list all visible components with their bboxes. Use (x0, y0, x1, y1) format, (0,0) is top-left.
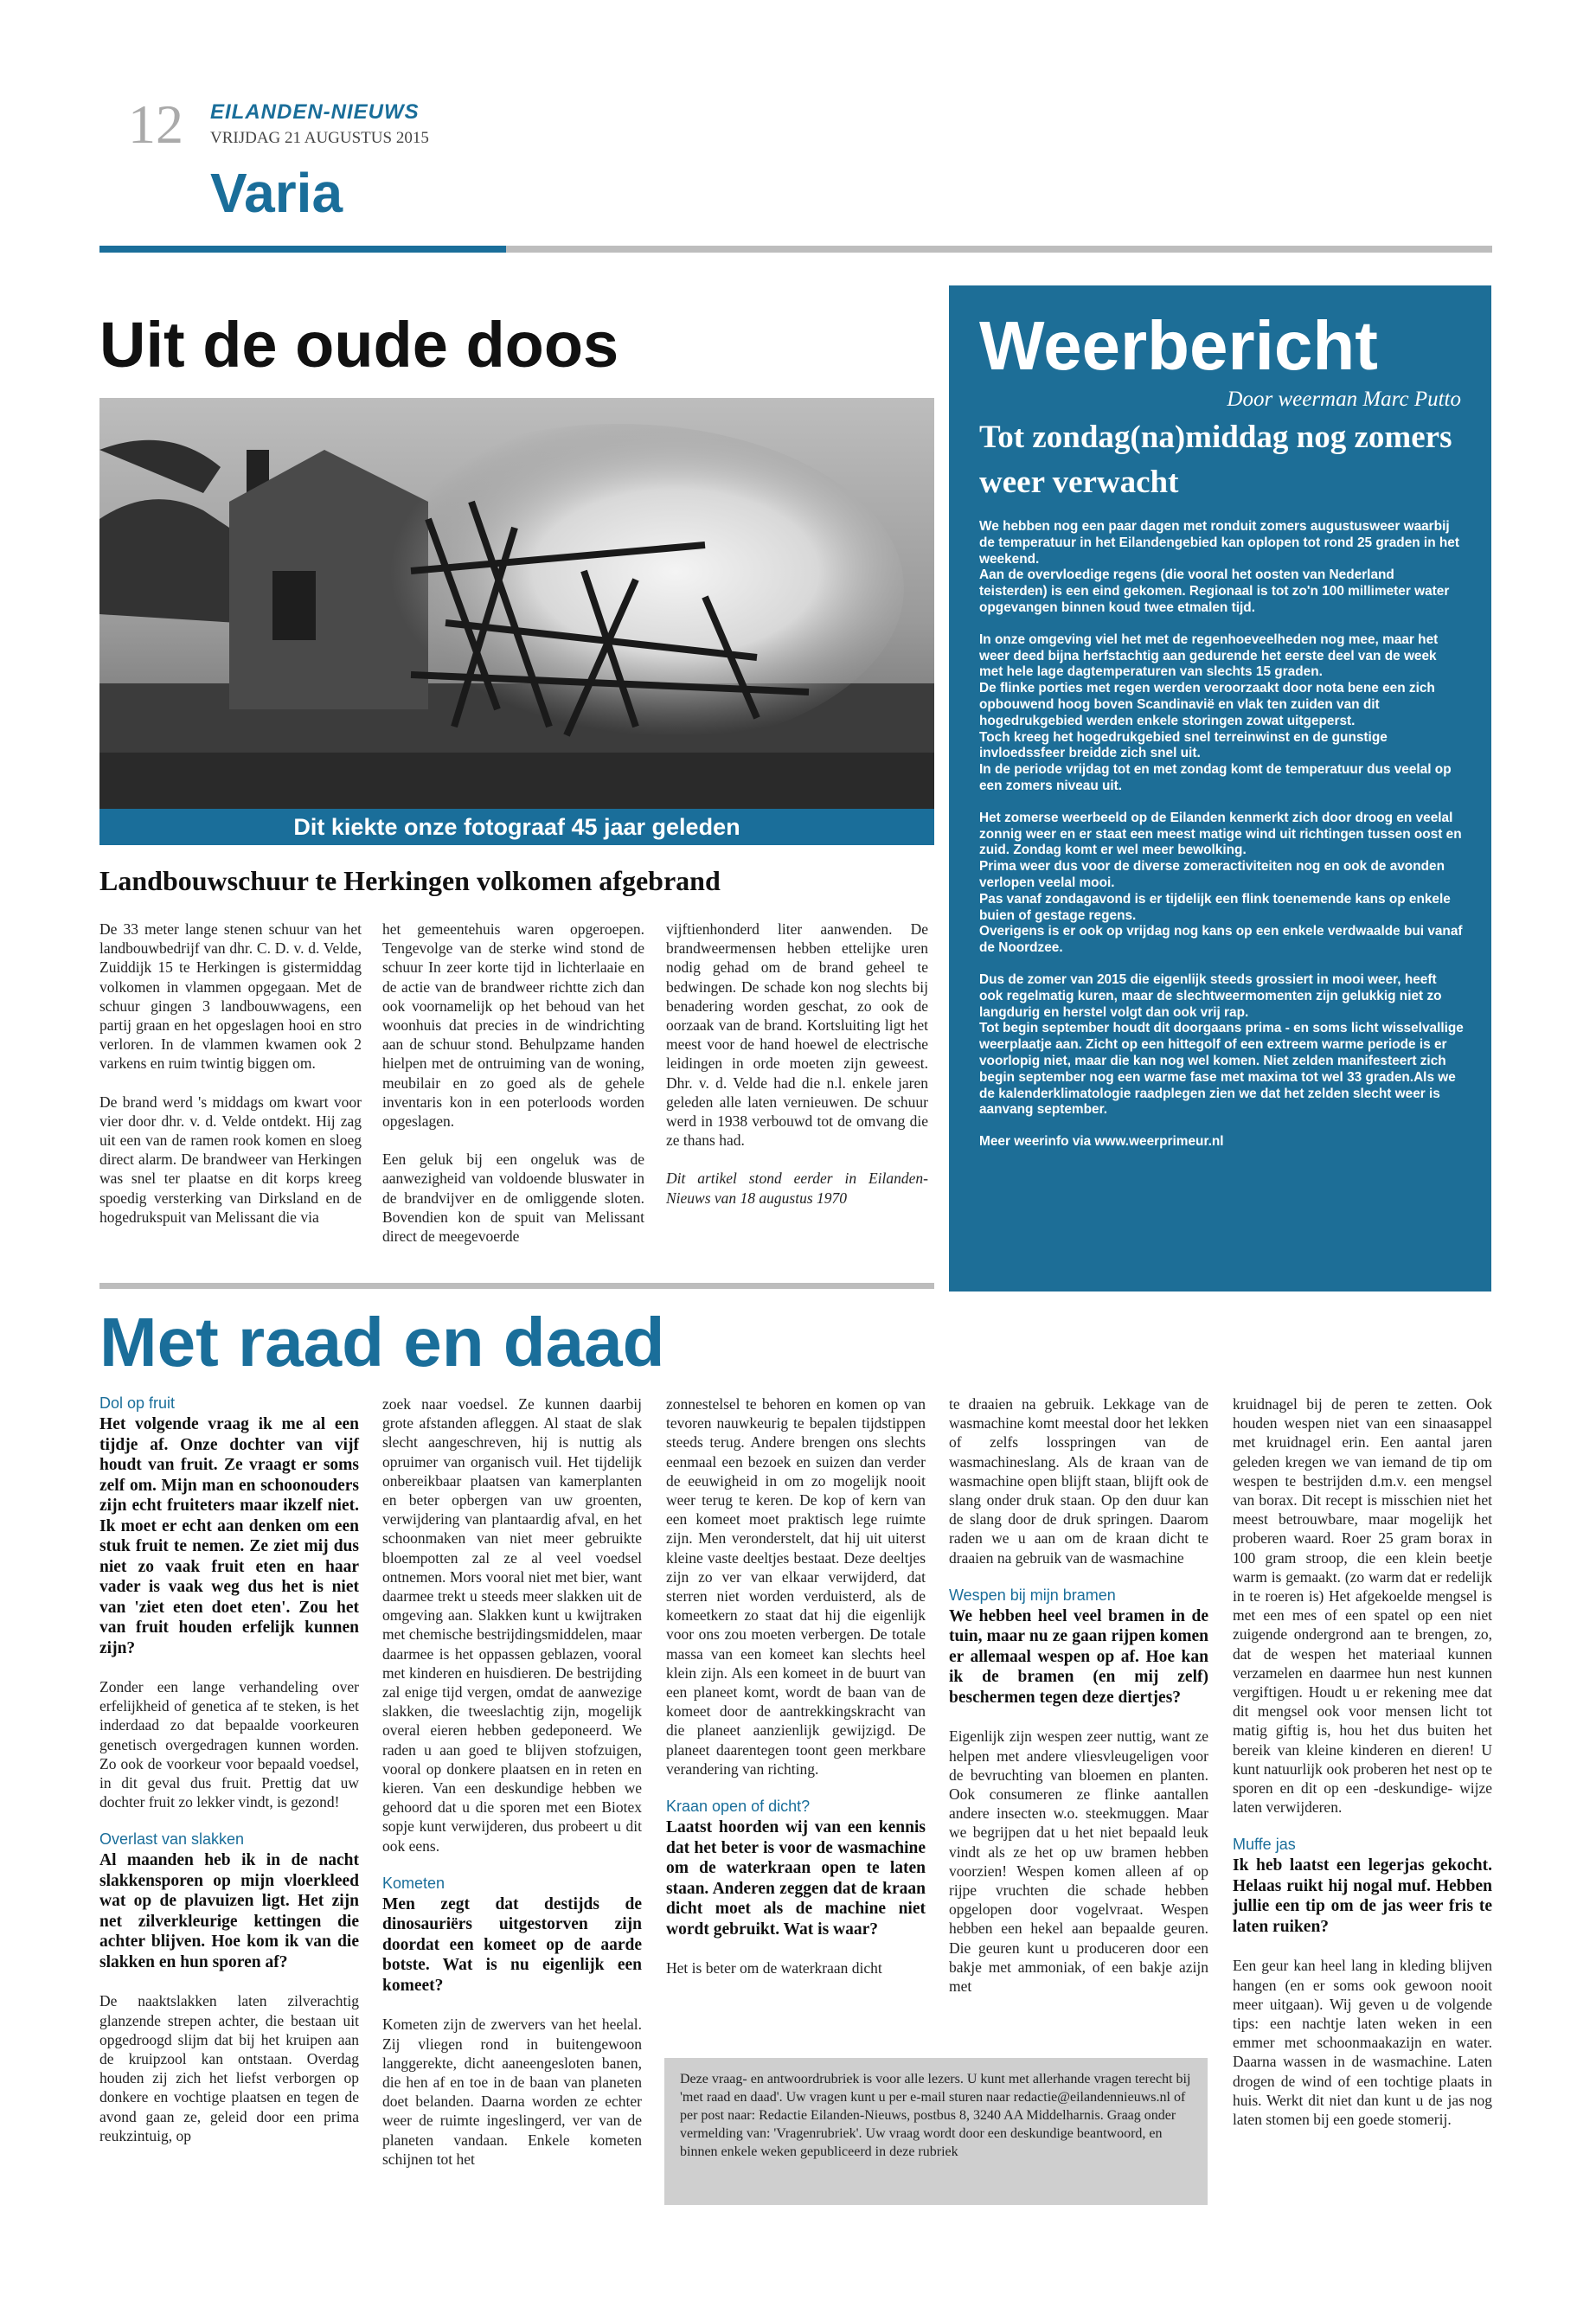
header-rule-accent (99, 246, 506, 253)
qa-column-5 (1233, 1394, 1492, 2148)
weather-paragraph: In onze omgeving viel het met de regenhoeveelheden nog mee, maar het weer deed bijna herfstachtig aan gedurende het eerste deel van de week met hele lage dagtemperaturen van slechts 15 graden. De flinke porties met regen werden veroorzaakt door nota bene een zich opbouwend hoog boven Scandinavië en vlak ten zuiden van dit hogedrukgebied werden enkele storingen zowat uitgeperst. Toch kreeg het hogedrukgebied snel terreinwinst en de gunstige invloedssfeer breidde zich snel uit. In de periode vrijdag tot en met zondag komt de temperatuur dus veelal op een zomers niveau uit. (979, 631, 1452, 793)
article-title-oude-doos: Uit de oude doos (99, 309, 619, 381)
article-subhead: Landbouwschuur te Herkingen volkomen afgebrand (99, 865, 721, 896)
article-column-1 (99, 920, 362, 1246)
section-divider (99, 1283, 934, 1289)
question-heading: Kraan open of dicht? (666, 1798, 811, 1816)
photo-caption: Dit kiekte onze fotograaf 45 jaar geleden (99, 809, 934, 845)
article-note: Dit artikel stond eerder in Eilanden-Nieuws van 18 augustus 1970 (666, 1170, 928, 1207)
article-column-2 (382, 920, 644, 1265)
weather-paragraph: Het zomerse weerbeeld op de Eilanden kenmerkt zich door droog en veelal zonnig weer en er staat een meest matige wind uit richtingen tussen oost en zuid. Zondag komt er wel meer bewolking. Prima weer dus voor de diverse zomeractiviteiten nog en ook de avonden verlopen veelal mooi. Pas vanaf zondagavond is er tijdelijk een flink toenemende kans op enkele buien of gestage regens. Overigens is er ook op vrijdag nog kans op een enkele verdwaalde bui vanaf de Noordzee. (979, 810, 1463, 956)
paragraph: vijftienhonderd liter aanwenden. De brandweermensen hebben ettelijke uren nodig gehad om de brand geheel te bedwingen. De schade kon nog slechts bij benadering worden geschat, zo ook de oorzaak van de brand. Kortsluiting ligt het meest voor de hand hoewel de electrische leidingen in orde moeten zijn geweest. Dhr. v. d. Velde had die n.l. enkele jaren geleden alle laten vernieuwen. De schuur werd in 1938 verbouwd tot de omvang die ze thans had. (666, 920, 928, 1150)
weather-paragraph: Dus de zomer van 2015 die eigenlijk steeds grossiert in mooi weer, heeft ook regelmatig kuren, maar de slechtweermomenten zijn gelukkig niet zo langdurig en herstel volgt dan ook vrij rap. Tot begin september houdt dit doorgaans prima - en soms licht wisselvallige weerplaatje aan. Zicht op een hittegolf of een extreem warme periode is er voorlopig niet, maar die kan nog wel komen. Niet zelden manifesteert zich begin september nog een warme fase met maxima tot wel 33 graden.Als we de kalenderklimatologie raadplegen zien we dat het zelden slecht weer is aanvang september. (979, 971, 1464, 1118)
submission-info-text: Deze vraag- en antwoordrubriek is voor alle lezers. U kunt met allerhande vragen terecht bij 'met raad en daad'. Uw vragen kunt u per e-mail sturen naar redactie@eilandennieuws.nl of per post naar: Redactie Eilanden-Nieuws, postbus 8, 3240 AA Middelharnis. Graag onder vermelding van: 'Vragenrubriek'. Uw vraag wordt door een deskundige beantwoord, en binnen enkele weken gepubliceerd in deze rubriek (680, 2072, 1191, 2159)
question-heading: Wespen bij mijn bramen (949, 1586, 1116, 1604)
question-text: Laatst hoorden wij van een kennis dat het beter is voor de wasmachine om de waterkraan open te laten staan. Anderen zeggen dat de kraan dicht moet als de machine niet wordt gebruikt. Wat is waar? (666, 1818, 926, 1939)
paragraph: De brand werd 's middags om kwart voor vier door dhr. v. d. Velde ontdekt. Hij zag uit een van de ramen rook komen en sloeg direct alarm. De brandweer van Herkingen was snel ter plaatse en dit korps kreeg spoedig versterking van Dirksland en de hogedrukspuit van Melissant die via (99, 1093, 362, 1226)
answer-text: Het is beter om de waterkraan dicht (666, 1959, 882, 1977)
qa-column-1 (99, 1394, 359, 2164)
answer-text: Zonder een lange verhandeling over erfelijkheid of genetica af te steken, is het inderdaad zo dat bepaalde voorkeuren genetisch overgedragen kunnen worden. Zo ook de voorkeur voor bepaald voedsel, in dit geval dus fruit. Prettig dat uw dochter fruit zo lekker vindt, is gezond! (99, 1678, 359, 1811)
weather-link: Meer weerinfo via www.weerprimeur.nl (979, 1134, 1224, 1150)
fire-photo (99, 398, 934, 845)
newspaper-brand: EILANDEN-NIEUWS (210, 100, 420, 124)
section-title: Varia (210, 162, 343, 224)
weather-subtitle: Tot zondag(na)middag nog zomers weer verwacht (979, 420, 1452, 500)
answer-text: zoek naar voedsel. Ze kunnen daarbij grote afstanden afleggen. Al staat de slak slecht aangeschreven, hij is nuttig als opruimer van organisch vuil. Het tijdelijk onbereikbaar plaatsen van kamerplanten en beter opbergen van uw groenten, verwijdering van plantaardig afval, en het schoonmaken van niet meer gebruikte bloempotten zal ze al veel voedsel ontnemen. Mors vooral niet met bier, want daarmee trekt u steeds meer slakken uit de omgeving aan. Slakken kunt u kwijtraken met chemische bestrijdingsmiddelen, maar daarmee is het oppassen geblazen, vooral met kinderen en huisdieren. De bestrijding zal enige tijd vergen, omdat de aanwezige slakken, die tweeslachtig zijn, mogelijk overal eieren hebben gedeponeerd. We raden u aan goed te blijven stofzuigen, vooral op donkere plaatsen en in reten en kieren. Van een deskundige hebben we gehoord dat u die sporen met een Biotex sopje kunt verwijderen, dus probeert u dit ook eens. (382, 1395, 642, 1855)
answer-text: te draaien na gebruik. Lekkage van de wasmachine komt meestal door het lekken of zelfs losspringen van de wasmachineslang. Als de kraan van de wasmachine open blijft staan, blijft ook de slang onder druk staan. Op den duur kan de slang door de druk springen. Daarom raden we u aan om de kraan dicht te draaien na gebruik van de wasmachine (949, 1395, 1208, 1567)
weather-box (949, 285, 1491, 1292)
qa-column-3 (666, 1394, 926, 1997)
question-text: Het volgende vraag ik me al een tijdje af. Onze dochter van vijf houdt van fruit. Ze vraagt er soms zelf om. Mijn man en schoonouders zijn echt fruiteters maar ikzelf niet. Ik moet er echt aan denken om een stuk fruit te nemen. Ze ziet mij dus niet zo vaak fruit eten en haar vader is vaak weg dus het is niet van 'ziet eten doet eten'. Zou het van fruit houden erfelijk kunnen zijn? (99, 1415, 359, 1657)
burning-barn-illustration (99, 398, 934, 845)
weather-title: Weerbericht (979, 307, 1378, 384)
article-title-raad-en-daad: Met raad en daad (99, 1304, 665, 1381)
question-text: Men zegt dat destijds de dinosauriërs uitgestorven zijn doordat een komeet op de aarde botste. Wat is nu eigenlijk een komeet? (382, 1894, 642, 1995)
header-rule (506, 246, 1492, 253)
qa-column-2 (382, 1394, 642, 2188)
answer-text: Eigenlijk zijn wespen zeer nuttig, want ze helpen met andere vliesvleugeligen voor de bevruchting van bloemen en planten. Ook consumeren ze flinke aantallen andere insecten w.o. steekmuggen. Maar we begrijpen dat u het niet bepaald leuk vindt als ze het op uw bramen hebben voorzien! Wespen komen alleen af op rijpe vruchten die schade hebben opgelopen door vogelvraat. Wespen hebben een hekel aan bepaalde geuren. Die geuren kunt u produceren door een bakje met ammoniak, of een bakje azijn met (949, 1727, 1208, 1995)
answer-text: kruidnagel bij de peren te zetten. Ook houden wespen niet van een sinaasappel met kruidnagel erin. Een aantal jaren geleden kregen we van iemand de tip om wespen te bestrijden d.m.v. een mengsel van borax. Dit recept is misschien niet het meest betrouwbare, maar mogelijk het proberen waard. Roer 25 gram borax in 100 gram stroop, die een klein beetje warm is gemaakt. (zo warm dat er redelijk in te roeren is) Het afgekoelde mengsel is met een mes of een spatel op een niet zuigende ondergrond aan te brengen, zo, dat de wespen het materiaal kunnen verzamelen en daarmee hun nest kunnen vergiftigen. Houdt u er rekening mee dat dit mengsel ook voor mensen licht tot matig giftig is, hou het dus buiten het bereik van kleine kinderen en dieren! U kunt natuurlijk ook proberen het nest op te sporen en dit op een -deskundige- wijze laten verwijderen. (1233, 1395, 1492, 1817)
question-heading: Overlast van slakken (99, 1830, 245, 1849)
article-column-3 (666, 920, 928, 1227)
weather-body (979, 519, 1464, 1166)
qa-column-4 (949, 1394, 1208, 2015)
paragraph: Een geluk bij een ongeluk was de aanwezigheid van voldoende bluswater in de brandvijver en de omliggende sloten. Bovendien kon de spuit van Melissant direct de meegevoerde (382, 1150, 644, 1246)
question-text: We hebben heel veel bramen in de tuin, maar nu ze gaan rijpen komen er allemaal wespen op af. Hoe kan ik de bramen (en mij zelf) beschermen tegen deze diertjes? (949, 1606, 1208, 1707)
weather-author: Door weerman Marc Putto (1227, 388, 1461, 411)
question-heading: Muffe jas (1233, 1836, 1296, 1854)
issue-date: VRIJDAG 21 AUGUSTUS 2015 (210, 129, 429, 147)
answer-text: Een geur kan heel lang in kleding blijven hangen (en er soms ook gewoon nooit meer uitgaan). Wij geven u de volgende tips: een nachtje laten weken in een emmer met schoonmaakazijn en water. Daarna wassen in de wasmachine. Laten drogen de wind of een tochtige plaats in huis. Werkt dit niet dan kunt u de jas nog laten stomen bij een goede stomerij. (1233, 1957, 1492, 2129)
submission-info-box (664, 2058, 1208, 2205)
question-text: Ik heb laatst een legerjas gekocht. Helaas ruikt hij nogal muf. Hebben jullie een tip om de jas weer fris te laten ruiken? (1233, 1856, 1492, 1936)
answer-text: Kometen zijn de zwervers van het heelal. Zij vliegen rond in buitengewoon langgerekte, dicht aaneengesloten banen, die hen af en toe in de baan van planeten doet belanden. Daarna worden ze echter weer de ruimte ingeslingerd, ver van de planeten vandaan. Enkele kometen schijnen tot het (382, 2016, 642, 2168)
question-heading: Dol op fruit (99, 1394, 176, 1412)
paragraph: De 33 meter lange stenen schuur van het landbouwbedrijf van dhr. C. D. v. d. Velde, Zuiddijk 15 te Herkingen is gistermiddag volkomen in vlammen opgegaan. Met de schuur gingen 3 landbouwwagens, een partij graan en het opgeslagen hooi en stro verloren. In de vlammen kwamen ook 2 varkens en ruim twintig biggen om. (99, 920, 362, 1073)
answer-text: De naaktslakken laten zilverachtig glanzende strepen achter, die bestaan uit opgedroogd slijm dat bij het kruipen aan de kruipzool kan ontstaan. Overdag houden zij zich het liefst verborgen op donkere en vochtige plaatsen en tegen de avond gaan ze, geleid door een prima reukzintuig, op (99, 1992, 359, 2144)
page-number: 12 (128, 93, 183, 155)
question-text: Al maanden heb ik in de nacht slakkensporen op mijn vloerkleed wat op de plavuizen ligt. Het zijn net zilverkleurige kettingen die achter blijven. Hoe kom ik van die slakken en hun sporen af? (99, 1851, 359, 1971)
question-heading: Kometen (382, 1874, 445, 1892)
paragraph: het gemeentehuis waren opgeroepen. Tengevolge van de sterke wind stond de schuur In zeer korte tijd in lichterlaaie en de actie van de brandweer richtte zich dan ook voornamelijk op het behoud van het woonhuis dat precies in de windrichting aan de schuur stond. Behulpzame handen hielpen met de ontruiming van de woning, meubilair en zo goed als de gehele inventaris kon in een poterloods worden opgeslagen. (382, 920, 644, 1131)
answer-text: zonnestelsel te behoren en komen op van tevoren nauwkeurig te bepalen tijdstippen steeds terug. Andere brengen ons slechts eenmaal een bezoek en suizen dan verder de eeuwigheid in om zo mogelijk nooit weer terug te keren. De kop of kern van een komeet moet praktisch lege ruimte zijn. Men veronderstelt, dat hij uit uiterst kleine vaste deeltjes bestaat. Deze deeltjes zijn zo ver van elkaar verwijderd, dat sterren niet worden verduisterd, als de komeetkern zo staat dat hij die eigenlijk voor ons zou moeten verbergen. De totale massa van een komeet kan slechts heel klein zijn. Als een komeet in de buurt van een planeet komt, wordt de baan van de komeet door de aantrekkingskracht van die planeet aanzienlijk gewijzigd. De planeet daarentegen toont geen merkbare verandering van richting. (666, 1395, 926, 1778)
weather-paragraph: We hebben nog een paar dagen met ronduit zomers augustusweer waarbij de temperatuur in het Eilandengebied kan oplopen tot rond 25 graden in het weekend. Aan de overvloedige regens (die vooral het oosten van Nederland teisterden) is een eind gekomen. Regionaal is tot zo'n 100 millimeter water opgevangen binnen koud twee etmalen tijd. (979, 519, 1459, 615)
